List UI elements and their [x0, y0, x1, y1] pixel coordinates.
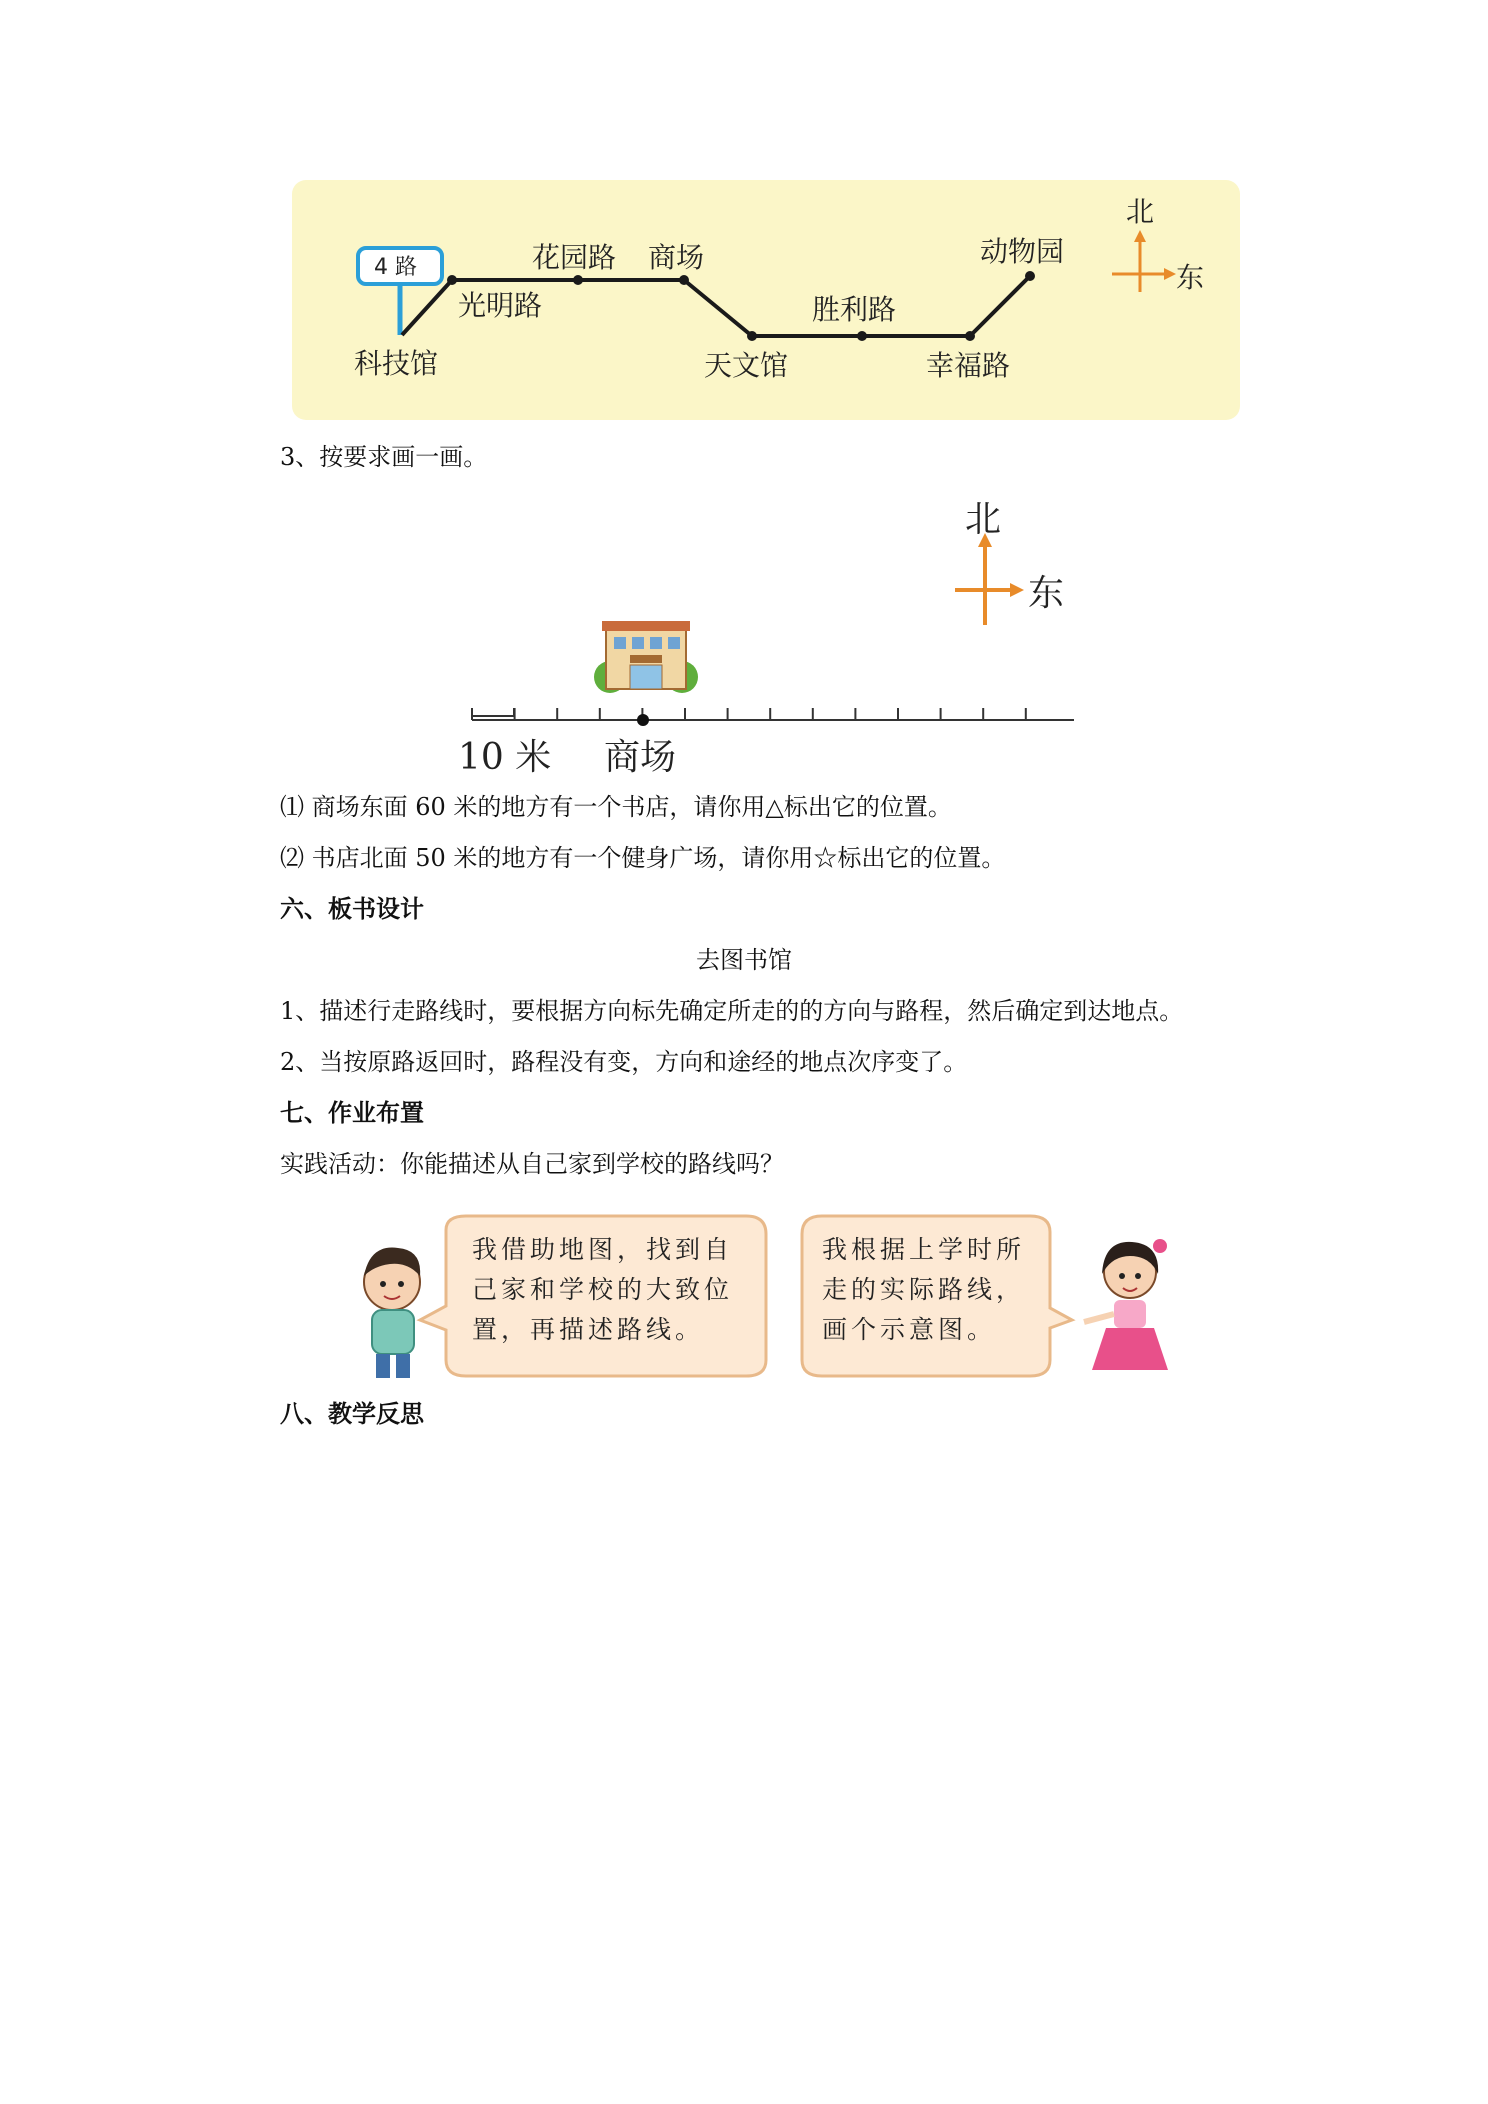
section7-heading: 七、作业布置 — [280, 1099, 424, 1127]
route-map — [292, 180, 1240, 420]
stop-label-xingfu: 幸福路 — [926, 349, 1011, 382]
stop-dot-huayuan — [573, 275, 583, 285]
right-bubble-line-1: 我根据上学时所 — [822, 1235, 1026, 1264]
stop-dot-xingfu — [965, 331, 975, 341]
stop-label-huayuan: 花园路 — [532, 241, 617, 274]
stop-label-kejiguan: 科技馆 — [354, 347, 439, 380]
board-title: 去图书馆 — [696, 946, 792, 974]
stop-dot-guangming — [447, 275, 457, 285]
section8-heading: 八、教学反思 — [280, 1400, 424, 1428]
bus-sign-label: 4 路 — [374, 255, 417, 280]
route-map-graphic — [292, 180, 1240, 420]
stop-dot-zoo — [1025, 271, 1035, 281]
stop-label-shengli: 胜利路 — [812, 293, 897, 326]
number-line-ticks — [472, 708, 1026, 720]
scale-label: 10 米 — [458, 737, 552, 778]
right-bubble-line-3: 画个示意图。 — [822, 1315, 997, 1344]
exercise3-figure — [450, 495, 1090, 785]
stop-label-guangming: 光明路 — [458, 289, 543, 322]
homework-activity: 实践活动：你能描述从自己家到学校的路线吗？ — [280, 1150, 784, 1178]
stop-dot-tianwen — [747, 331, 757, 341]
question-1: ⑴ 商场东面 60 米的地方有一个书店，请你用△标出它的位置。 — [280, 793, 952, 821]
mall-building-icon — [594, 621, 698, 693]
right-bubble-line-2: 走的实际路线， — [822, 1275, 1026, 1304]
compass-east-label: 东 — [1028, 573, 1065, 614]
left-bubble-line-1: 我借助地图，找到自 — [472, 1235, 734, 1264]
map-compass-north-label: 北 — [1126, 195, 1155, 228]
stop-dot-shengli — [857, 331, 867, 341]
map-compass-east-label: 东 — [1176, 261, 1205, 294]
compass-north-label: 北 — [965, 499, 1002, 540]
compass-east-head — [1010, 583, 1024, 597]
stop-label-mall: 商场 — [648, 241, 705, 274]
scale-bracket — [472, 708, 514, 716]
stop-label-zoo: 动物园 — [980, 235, 1065, 268]
girl-character-icon — [1084, 1239, 1168, 1370]
left-bubble-line-2: 己家和学校的大致位 — [472, 1275, 734, 1304]
stop-dot-mall — [679, 275, 689, 285]
mall-label: 商场 — [604, 737, 677, 778]
homework-illustration — [350, 1210, 1190, 1390]
boy-character-icon — [364, 1248, 420, 1378]
question-2: ⑵ 书店北面 50 米的地方有一个健身广场，请你用☆标出它的位置。 — [280, 844, 1006, 872]
stop-label-tianwen: 天文馆 — [704, 349, 789, 382]
board-point-1: 1、描述行走路线时，要根据方向标先确定所走的的方向与路程，然后确定到达地点。 — [280, 997, 1184, 1025]
mall-position-dot — [637, 714, 649, 726]
section6-heading: 六、板书设计 — [280, 895, 424, 923]
left-bubble-line-3: 置，再描述路线。 — [472, 1315, 705, 1344]
board-point-2: 2、当按原路返回时，路程没有变，方向和途经的地点次序变了。 — [280, 1048, 968, 1076]
exercise3-title: 3、按要求画一画。 — [280, 443, 488, 471]
